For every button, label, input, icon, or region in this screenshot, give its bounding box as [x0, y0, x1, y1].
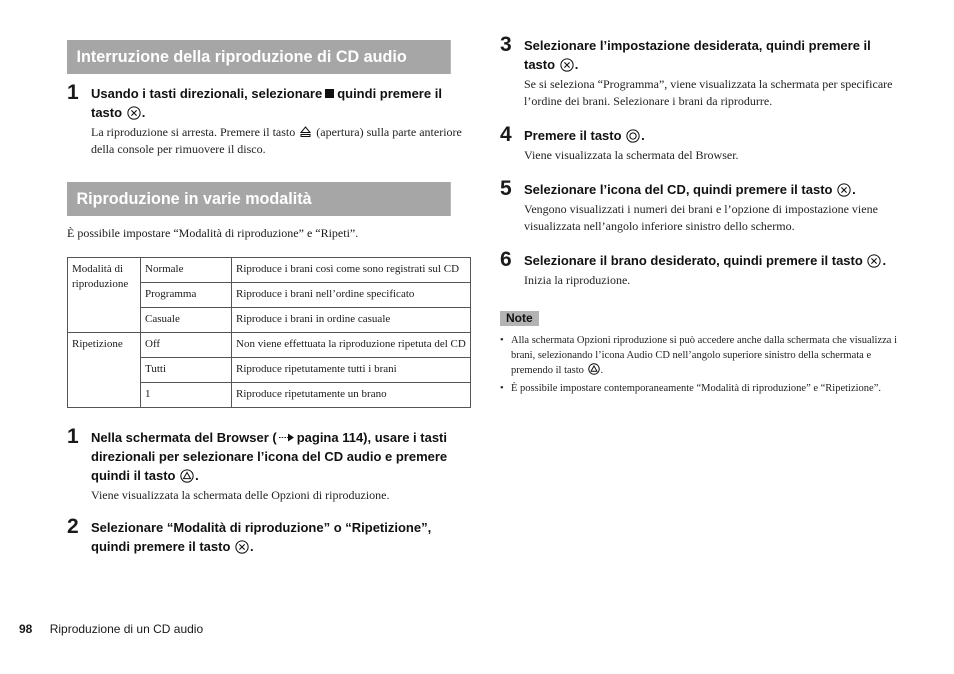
- group-cell-play-mode: Modalità di riproduzione: [68, 258, 141, 333]
- step-body: Viene visualizzata la schermata del Browser.: [524, 148, 739, 162]
- section-heading-stop-cd: Interruzione della riproduzione di CD audio: [67, 40, 451, 74]
- stop-square-icon: [325, 89, 334, 98]
- chapter-title: Riproduzione di un CD audio: [49, 622, 204, 636]
- step-6: [500, 248, 900, 289]
- cross-button-icon: [560, 58, 574, 72]
- step-title: Selezionare l’icona del CD, quindi premere il tasto .: [524, 182, 856, 197]
- right-column: [500, 33, 900, 399]
- cross-button-icon: [127, 106, 141, 120]
- option-cell: Tutti: [141, 358, 232, 383]
- page-footer: [19, 622, 203, 636]
- note-label: Note: [500, 311, 539, 326]
- cross-button-icon: [235, 540, 249, 554]
- step-title: Selezionare l’impostazione desiderata, quindi premere il tasto .: [524, 38, 871, 72]
- circle-button-icon: [626, 129, 640, 143]
- step-body: Inizia la riproduzione.: [524, 273, 631, 287]
- step-5: [500, 177, 900, 235]
- cross-button-icon: [867, 254, 881, 268]
- step-stop-1: [67, 81, 471, 158]
- step-number: 1: [67, 81, 79, 104]
- triangle-button-icon: [588, 363, 600, 375]
- description-cell: Riproduce ripetutamente un brano: [232, 383, 471, 408]
- option-cell: Programma: [141, 283, 232, 308]
- step-title: Selezionare “Modalità di riproduzione” o “Ripetizione”, quindi premere il tasto .: [91, 520, 432, 554]
- step-body: Viene visualizzata la schermata delle Opzioni di riproduzione.: [91, 488, 390, 502]
- step-body: La riproduzione si arresta. Premere il tasto (apertura) sulla parte anteriore della console per rimuovere il disco.: [91, 125, 462, 156]
- left-column: [67, 40, 471, 556]
- step-number: 4: [500, 123, 512, 146]
- description-cell: Riproduce ripetutamente tutti i brani: [232, 358, 471, 383]
- description-cell: Riproduce i brani nell’ordine specificato: [232, 283, 471, 308]
- step-body: Se si seleziona “Programma”, viene visualizzata la schermata per specificare l’ordine dei brani. Selezionare i brani da riprodurre.: [524, 77, 893, 108]
- triangle-button-icon: [180, 469, 194, 483]
- step-number: 6: [500, 248, 512, 271]
- intro-text: È possibile impostare “Modalità di riproduzione” e “Ripeti”.: [67, 226, 359, 240]
- step-number: 1: [67, 425, 79, 448]
- list-item: • Alla schermata Opzioni riproduzione si può accedere anche dalla schermata che visualizza i brani, selezionando l’icona Audio CD nell’angolo superiore sinistro della schermata e premendo il tasto .: [500, 333, 900, 378]
- step-body: Vengono visualizzati i numeri dei brani e l’opzione di impostazione viene visualizzata nell’angolo inferiore sinistro dello schermo.: [524, 202, 878, 233]
- step-title: Premere il tasto .: [524, 128, 645, 143]
- step-4: [500, 123, 900, 164]
- step-title: Usando i tasti direzionali, selezionare quindi premere il tasto .: [91, 86, 442, 120]
- step-title: Selezionare il brano desiderato, quindi premere il tasto .: [524, 253, 887, 268]
- play-modes-table: [67, 257, 471, 408]
- page-reference-link[interactable]: pagina 114), usare i tasti direzionali per selezionare l’icona del CD audio e premere quindi il tasto: [91, 430, 448, 483]
- option-cell: Casuale: [141, 308, 232, 333]
- description-cell: Riproduce i brani così come sono registrati sul CD: [232, 258, 471, 283]
- section-heading-play-modes: Riproduzione in varie modalità: [67, 182, 451, 216]
- eject-icon: [300, 126, 311, 138]
- notes-section: [500, 309, 900, 396]
- step-modes-1: [67, 425, 471, 504]
- group-cell-repeat: Ripetizione: [68, 333, 141, 408]
- option-cell: 1: [141, 383, 232, 408]
- page-reference-arrow-icon: [279, 433, 295, 442]
- list-item: • È possibile impostare contemporaneamente “Modalità di riproduzione” e “Ripetizione”.: [500, 381, 900, 396]
- table-row: [68, 258, 471, 283]
- description-cell: Riproduce i brani in ordine casuale: [232, 308, 471, 333]
- cross-button-icon: [837, 183, 851, 197]
- step-number: 3: [500, 33, 512, 56]
- step-modes-2: [67, 515, 471, 556]
- description-cell: Non viene effettuata la riproduzione ripetuta del CD: [232, 333, 471, 358]
- step-3: [500, 33, 900, 110]
- notes-list: [500, 333, 900, 396]
- table-row: [68, 333, 471, 358]
- step-number: 5: [500, 177, 512, 200]
- option-cell: Normale: [141, 258, 232, 283]
- page-number: 98: [19, 622, 33, 636]
- step-number: 2: [67, 515, 79, 538]
- option-cell: Off: [141, 333, 232, 358]
- step-title: Nella schermata del Browser ( pagina 114), usare i tasti direzionali per selezionare l’icona del CD audio e premere quindi il tasto .: [91, 430, 448, 483]
